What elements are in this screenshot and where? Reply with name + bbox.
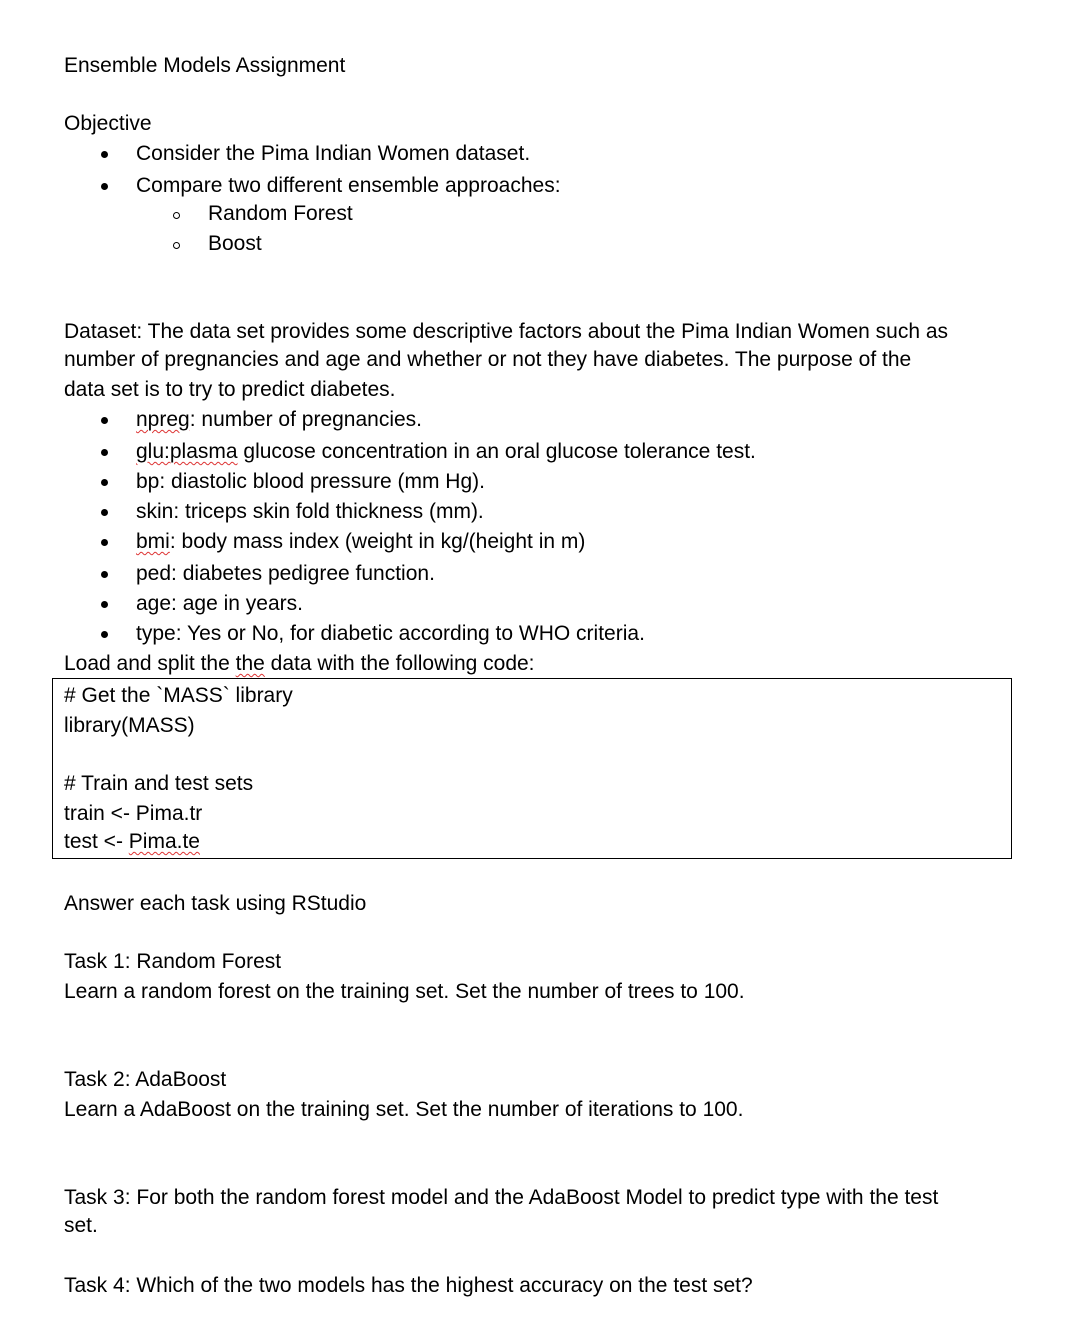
bullet-icon — [101, 151, 108, 158]
variable-key: bp — [136, 470, 160, 493]
variable-key: skin — [136, 500, 174, 523]
bullet-icon — [101, 539, 108, 546]
bullet-icon — [101, 449, 108, 456]
objective-heading: Objective — [64, 112, 152, 135]
variable-key: age — [136, 592, 172, 615]
dataset-paragraph-line: Dataset: The data set provides some descriptive factors about the Pima Indian Women such as — [64, 320, 949, 343]
variable-item — [136, 470, 485, 494]
variable-item — [136, 440, 756, 464]
variable-key: glu:plasma — [136, 440, 238, 463]
document-title: Ensemble Models Assignment — [64, 54, 346, 77]
code-text-flagged: Pima.te — [128, 830, 200, 853]
bullet-icon — [101, 479, 108, 486]
bullet-icon — [101, 183, 108, 190]
code-box — [52, 678, 1012, 859]
task-2-body: Learn a AdaBoost on the training set. Set the number of iterations to 100. — [64, 1098, 744, 1121]
code-line — [64, 830, 200, 854]
variable-desc: : diastolic blood pressure (mm Hg). — [159, 470, 485, 493]
circle-bullet-icon — [173, 242, 180, 249]
bullet-icon — [101, 601, 108, 608]
variable-desc: : Yes or No, for diabetic according to WHO criteria. — [175, 622, 645, 645]
variable-key: bmi — [136, 530, 170, 553]
code-line: # Get the `MASS` library — [64, 684, 293, 707]
circle-bullet-icon — [173, 212, 180, 219]
variable-item — [136, 562, 435, 586]
code-line: library(MASS) — [64, 714, 195, 737]
objective-item: Compare two different ensemble approaches: — [136, 174, 561, 197]
code-text: test <- — [64, 830, 129, 853]
variable-desc: : diabetes pedigree function. — [171, 562, 435, 585]
variable-key: npreg — [136, 408, 190, 431]
variable-item — [136, 530, 585, 554]
bullet-icon — [101, 571, 108, 578]
variable-desc: : body mass index (weight in kg/(height in m) — [169, 530, 586, 553]
variable-item — [136, 500, 484, 524]
variable-key: ped — [136, 562, 172, 585]
variable-item — [136, 592, 303, 616]
task-3-line: set. — [64, 1214, 98, 1237]
load-text-start: Load and split the — [64, 652, 236, 675]
task-1-body: Learn a random forest on the training set. Set the number of trees to 100. — [64, 980, 745, 1003]
answer-instruction: Answer each task using RStudio — [64, 892, 367, 915]
dataset-paragraph-line: data set is to try to predict diabetes. — [64, 378, 396, 401]
variable-item — [136, 408, 422, 432]
load-text-duplicate-word: the — [235, 652, 265, 675]
variable-desc: : number of pregnancies. — [189, 408, 423, 431]
load-instruction — [64, 652, 535, 676]
bullet-icon — [101, 509, 108, 516]
objective-item: Consider the Pima Indian Women dataset. — [136, 142, 531, 165]
code-line: train <- Pima.tr — [64, 802, 203, 825]
variable-desc: : triceps skin fold thickness (mm). — [173, 500, 484, 523]
bullet-icon — [101, 417, 108, 424]
task-3-line: Task 3: For both the random forest model and the AdaBoost Model to predict type with the test — [64, 1186, 939, 1209]
variable-item — [136, 622, 645, 646]
task-1-title: Task 1: Random Forest — [64, 950, 282, 973]
code-line: # Train and test sets — [64, 772, 254, 795]
variable-desc: glucose concentration in an oral glucose tolerance test. — [237, 440, 756, 463]
load-text-end: data with the following code: — [264, 652, 535, 675]
dataset-paragraph-line: number of pregnancies and age and whether or not they have diabetes. The purpose of the — [64, 348, 912, 371]
task-2-title: Task 2: AdaBoost — [64, 1068, 227, 1091]
objective-sub-item: Boost — [208, 232, 262, 255]
variable-key: type — [136, 622, 176, 645]
bullet-icon — [101, 631, 108, 638]
objective-sub-item: Random Forest — [208, 202, 353, 225]
variable-desc: : age in years. — [171, 592, 303, 615]
task-4: Task 4: Which of the two models has the highest accuracy on the test set? — [64, 1274, 753, 1297]
